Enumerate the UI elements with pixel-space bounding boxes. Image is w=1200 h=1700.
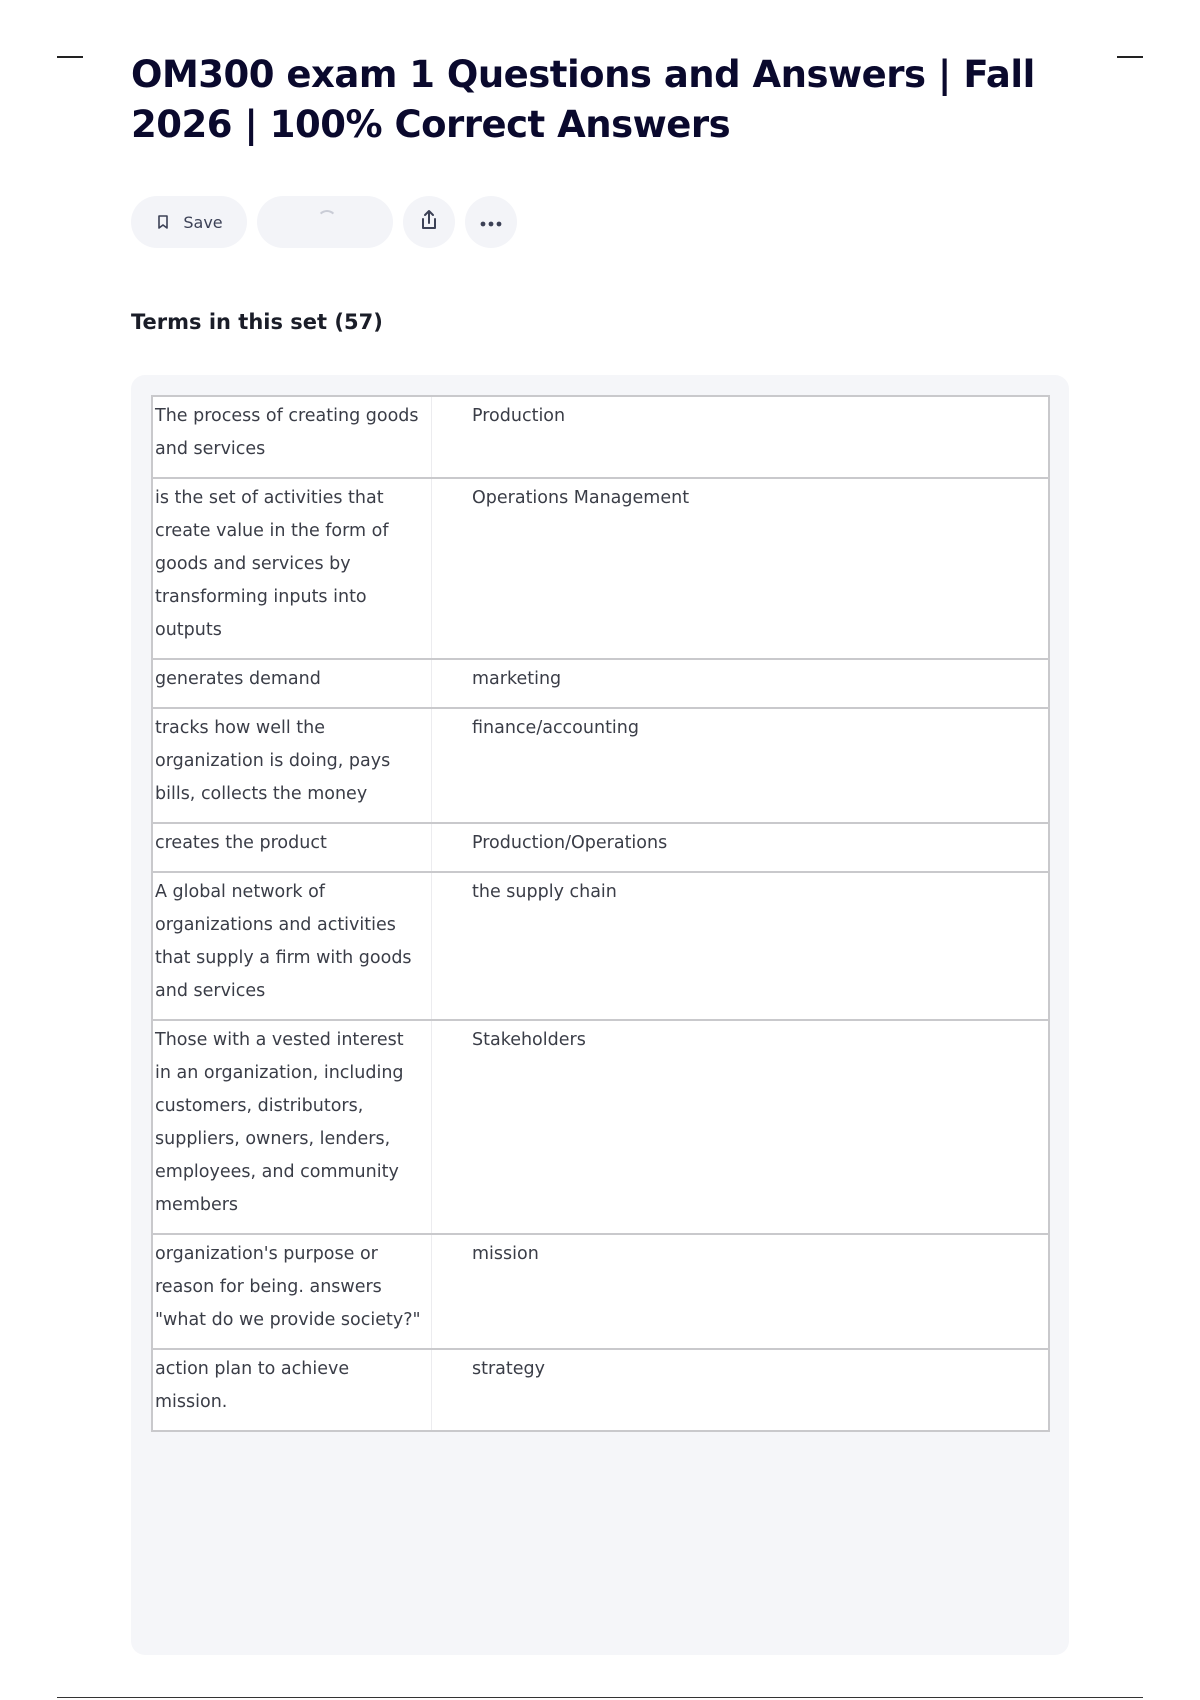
term-text: The process of creating goods and services	[152, 396, 432, 478]
term-row	[152, 1234, 1049, 1349]
share-button[interactable]	[403, 196, 455, 248]
term-text: is the set of activities that create value in the form of goods and services by transforming inputs into outputs	[152, 478, 432, 659]
term-text: Those with a vested interest in an organization, including customers, distributors, suppliers, owners, lenders, employees, and community members	[152, 1020, 432, 1234]
more-options-button[interactable]	[465, 196, 517, 248]
terms-heading: Terms in this set (57)	[131, 310, 383, 334]
definition-text: marketing	[472, 669, 562, 689]
term-row	[152, 872, 1049, 1020]
term-row	[152, 1349, 1049, 1431]
page-corner-mark-left	[57, 56, 83, 58]
term-row	[152, 1020, 1049, 1234]
bottom-rule	[57, 1697, 1143, 1698]
definition-text: Stakeholders	[472, 1030, 586, 1050]
definition-text: Production/Operations	[472, 833, 668, 853]
term-row	[152, 478, 1049, 659]
page-title: OM300 exam 1 Questions and Answers | Fall 2026 | 100% Correct Answers	[131, 53, 1035, 146]
definition-text: strategy	[472, 1359, 545, 1379]
loading-spinner-icon	[317, 210, 337, 230]
definition-text: the supply chain	[472, 882, 617, 902]
term-row	[152, 823, 1049, 872]
term-text: action plan to achieve mission.	[152, 1349, 432, 1431]
definition-text: Operations Management	[472, 488, 690, 508]
definition-text: finance/accounting	[472, 718, 639, 738]
page-corner-mark-right	[1117, 56, 1143, 58]
term-text: tracks how well the organization is doing, pays bills, collects the money	[152, 708, 432, 823]
definition-text: mission	[472, 1244, 539, 1264]
save-button-label: Save	[183, 212, 223, 232]
term-row	[152, 659, 1049, 708]
action-toolbar	[131, 196, 527, 248]
share-icon	[418, 208, 440, 236]
more-horizontal-icon	[479, 213, 503, 232]
term-text: A global network of organizations and activities that supply a firm with goods and services	[152, 872, 432, 1020]
save-button[interactable]	[131, 196, 247, 248]
term-text: creates the product	[152, 823, 432, 872]
bookmark-icon	[155, 214, 171, 230]
terms-table	[151, 395, 1050, 1432]
loading-button[interactable]	[257, 196, 393, 248]
term-row	[152, 396, 1049, 478]
definition-text: Production	[472, 406, 566, 426]
term-text: generates demand	[152, 659, 432, 708]
term-row	[152, 708, 1049, 823]
term-text: organization's purpose or reason for being. answers "what do we provide society?"	[152, 1234, 432, 1349]
